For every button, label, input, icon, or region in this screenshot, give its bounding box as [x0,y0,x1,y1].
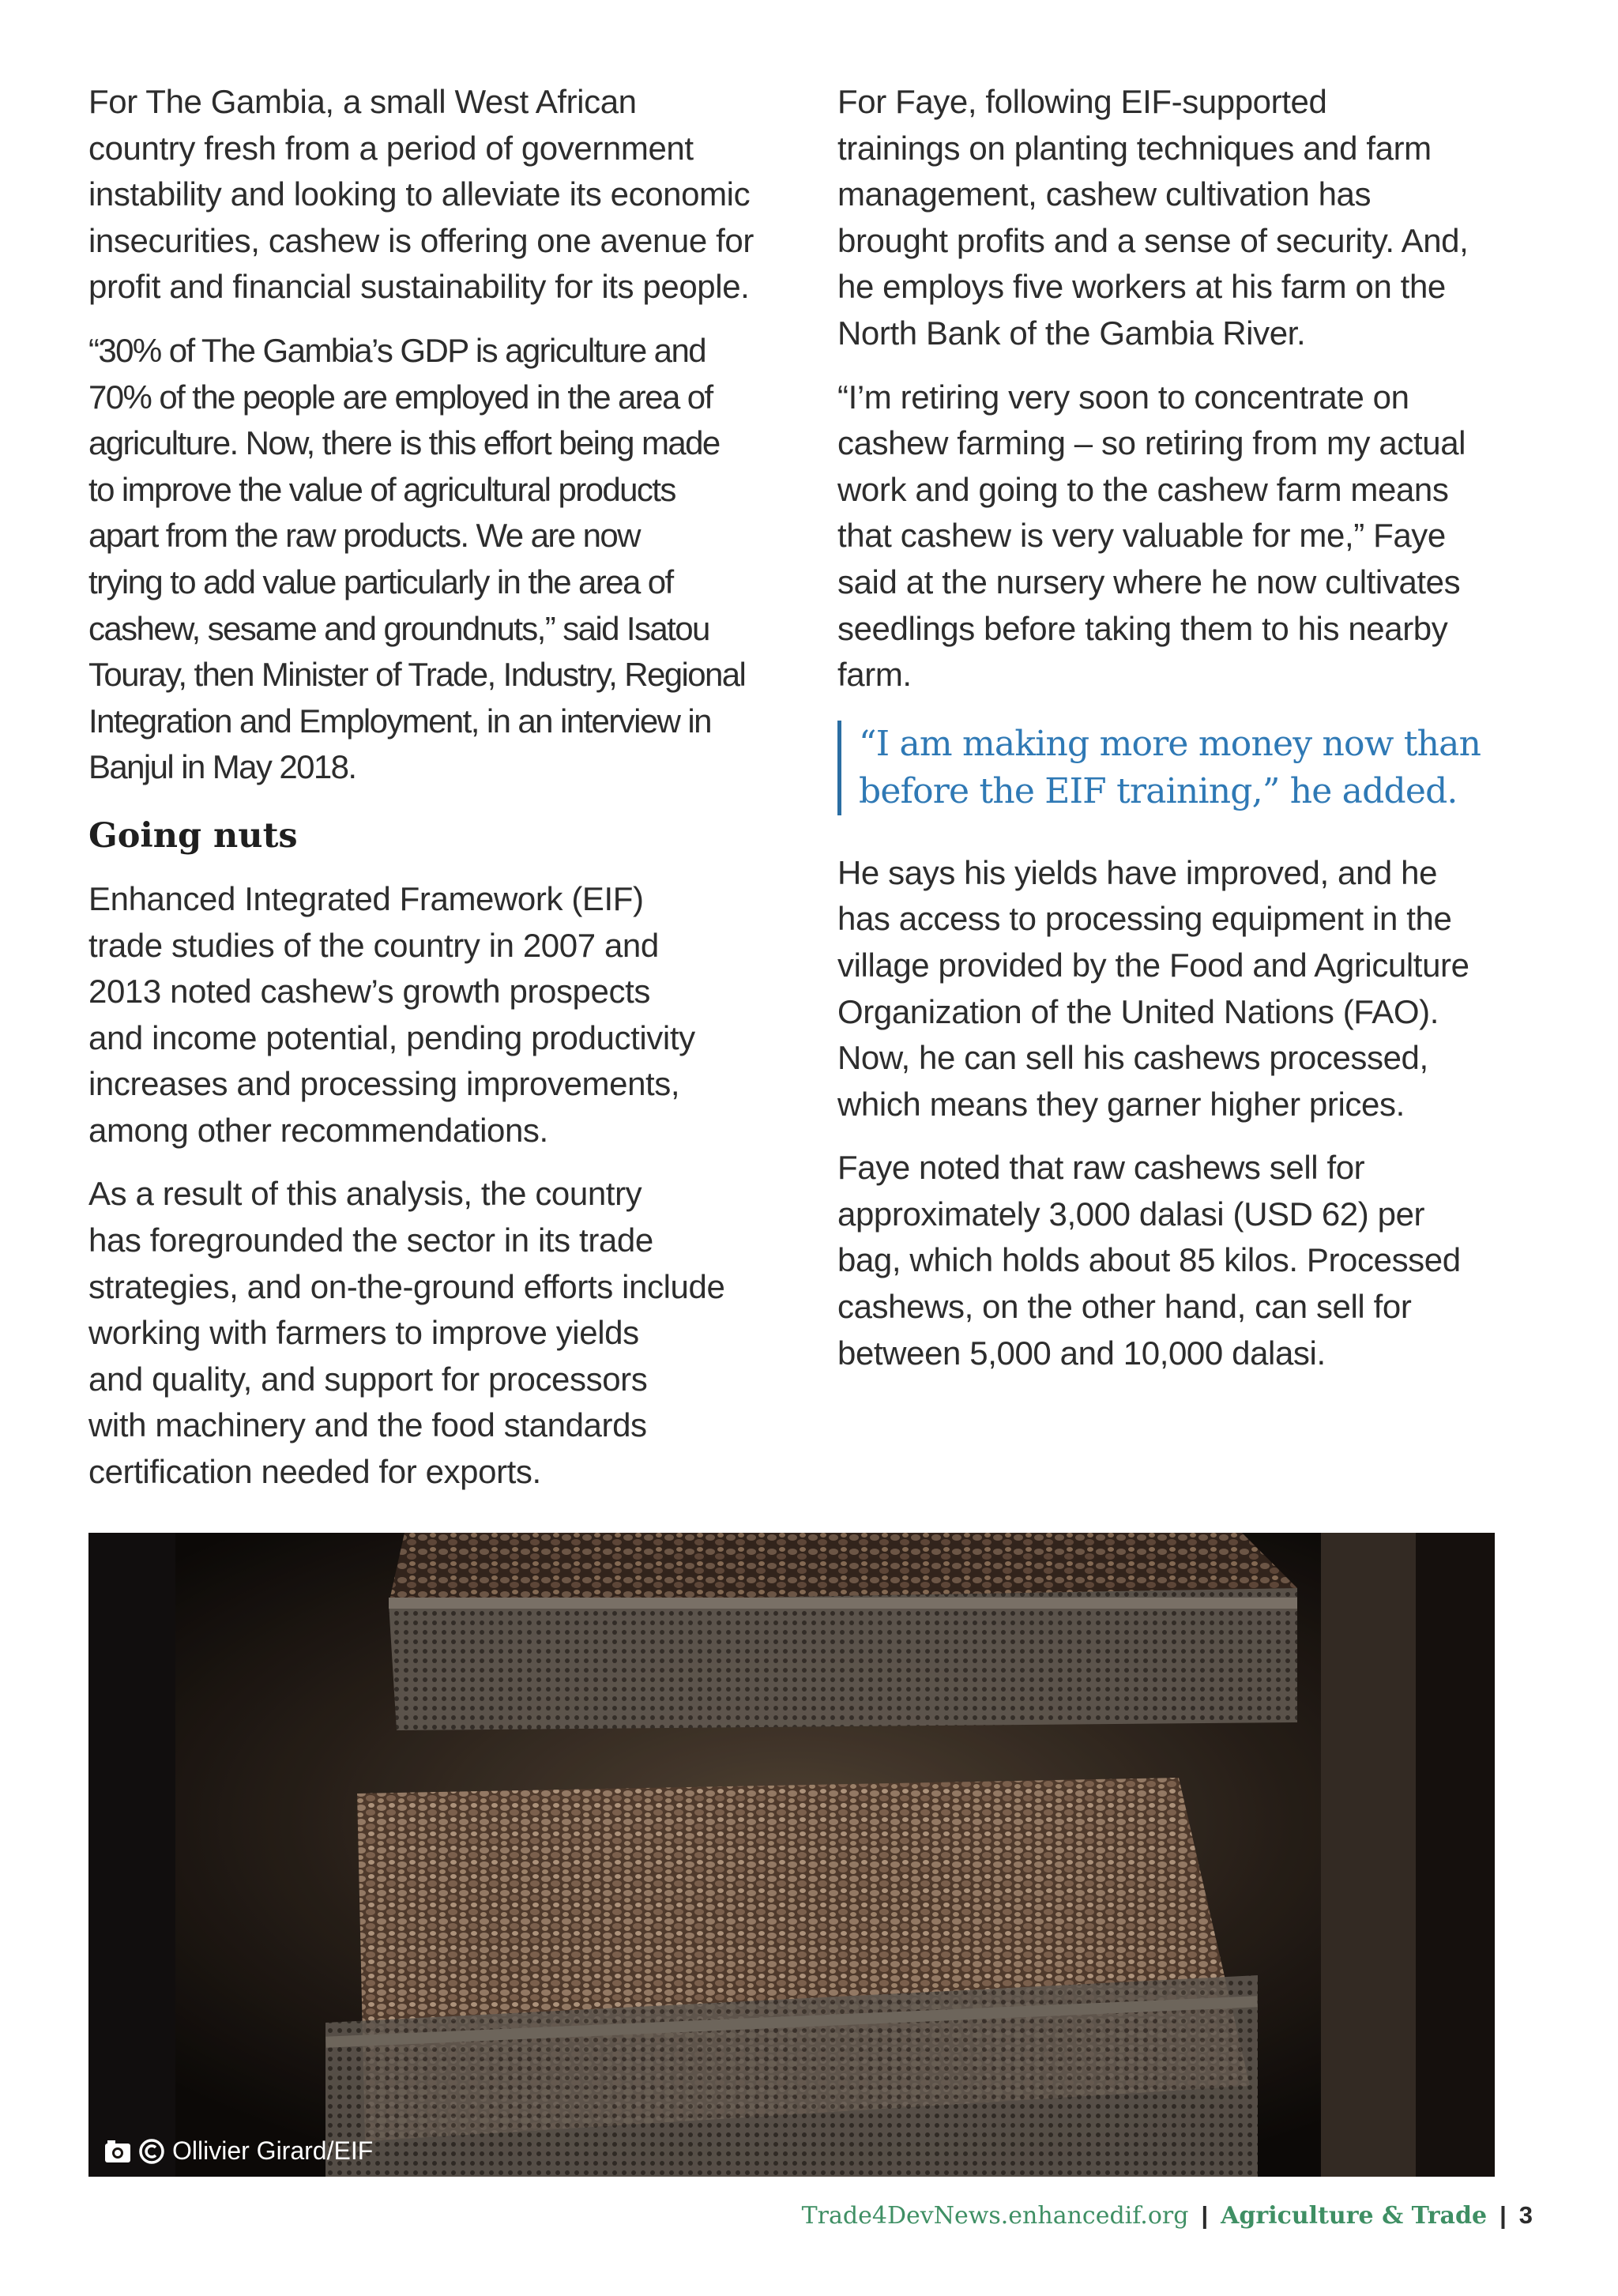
text-line: approximately 3,000 dalasi (USD 62) per [837,1195,1425,1233]
text-line: certification needed for exports. [88,1453,541,1491]
text-line: cashew, sesame and groundnuts,” said Isatou [88,609,709,647]
paragraph-faye-retiring [837,375,1533,698]
paragraph-eif-studies [88,876,784,1154]
text-line: trainings on planting techniques and farm [837,129,1432,167]
text-line: For Faye, following EIF-supported [837,83,1327,120]
footer-separator: | [1499,2201,1507,2229]
text-line: that cashew is very valuable for me,” Faye [837,517,1446,555]
text-line: bag, which holds about 85 kilos. Processed [837,1241,1461,1279]
text-line: 70% of the people are employed in the area of [88,378,713,416]
text-line: Now, he can sell his cashews processed, [837,1039,1428,1077]
text-line: Touray, then Minister of Trade, Industry, Regional [88,656,746,694]
text-line: trying to add value particularly in the area of [88,563,673,600]
text-line: He says his yields have improved, and he [837,853,1438,891]
text-line: Organization of the United Nations (FAO). [837,992,1439,1030]
cashew-trays-photo [88,1533,1495,2177]
text-line: 2013 noted cashew’s growth prospects [88,973,650,1011]
text-line: For The Gambia, a small West African [88,83,637,120]
text-line: he employs five workers at his farm on the [837,268,1446,306]
text-line: Faye noted that raw cashews sell for [837,1149,1365,1187]
right-column [837,79,1533,1394]
text-line: work and going to the cashew farm means [837,470,1449,508]
paragraph-prices [837,1145,1533,1376]
text-line: As a result of this analysis, the country [88,1175,642,1213]
text-line: village provided by the Food and Agriculture [837,946,1469,984]
page-footer [802,2201,1533,2230]
footer-separator: | [1201,2201,1209,2229]
pull-quote-text [859,721,1533,815]
photo-credit-text: Ollivier Girard/EIF [172,2136,374,2165]
text-line: before the EIF training,” he added. [859,770,1458,811]
text-line: with machinery and the food standards [88,1406,647,1444]
text-line: cashews, on the other hand, can sell for [837,1288,1412,1326]
text-line: “30% of The Gambia’s GDP is agriculture and [88,331,706,369]
text-line: farm. [837,656,912,694]
page-number: 3 [1518,2201,1533,2229]
text-line: Integration and Employment, in an interview in [88,702,711,740]
left-column [88,79,784,1513]
text-line: between 5,000 and 10,000 dalasi. [837,1334,1326,1372]
text-line: increases and processing improvements, [88,1065,680,1103]
paragraph-analysis-result [88,1171,784,1495]
text-line: country fresh from a period of government [88,129,694,167]
text-line: trade studies of the country in 2007 and [88,926,659,964]
copyright-icon [139,2139,164,2164]
text-line: has foregrounded the sector in its trade [88,1221,653,1259]
photo-illustration [88,1533,1495,2177]
text-line: instability and looking to alleviate its economic [88,175,751,213]
text-line: and income potential, pending productivity [88,1018,695,1056]
text-line: and quality, and support for processors [88,1360,648,1398]
text-line: Enhanced Integrated Framework (EIF) [88,879,644,917]
text-line: profit and financial sustainability for its people. [88,268,750,306]
text-line: “I am making more money now than [859,723,1481,764]
footer-site-link[interactable]: Trade4DevNews.enhancedif.org [801,2201,1189,2230]
photo-credit [104,2136,373,2166]
text-line: Banjul in May 2018. [88,748,356,786]
paragraph-faye-training [837,79,1533,357]
text-line: management, cashew cultivation has [837,175,1372,213]
text-line: among other recommendations. [88,1111,548,1149]
pull-quote [837,721,1533,815]
text-line: cashew farming – so retiring from my actual [837,424,1466,462]
text-line: working with farmers to improve yields [88,1314,639,1352]
text-line: apart from the raw products. We are now [88,517,640,555]
camera-icon [104,2140,131,2163]
text-line: brought profits and a sense of security. And, [837,221,1469,259]
text-line: North Bank of the Gambia River. [837,314,1306,352]
paragraph-minister-quote [88,328,784,791]
paragraph-intro [88,79,784,311]
text-line: to improve the value of agricultural products [88,470,675,508]
text-line: has access to processing equipment in the [837,900,1452,938]
paragraph-yields [837,850,1533,1128]
text-line: which means they garner higher prices. [837,1085,1405,1123]
text-line: “I’m retiring very soon to concentrate on [837,378,1409,416]
text-line: insecurities, cashew is offering one avenue for [88,221,754,259]
section-heading: Going nuts [88,815,298,856]
text-line: strategies, and on-the-ground efforts include [88,1267,725,1305]
text-line: said at the nursery where he now cultivates [837,563,1461,600]
footer-section-title: Agriculture & Trade [1221,2201,1488,2230]
text-line: agriculture. Now, there is this effort being made [88,424,720,462]
text-line: seedlings before taking them to his nearby [837,609,1448,647]
